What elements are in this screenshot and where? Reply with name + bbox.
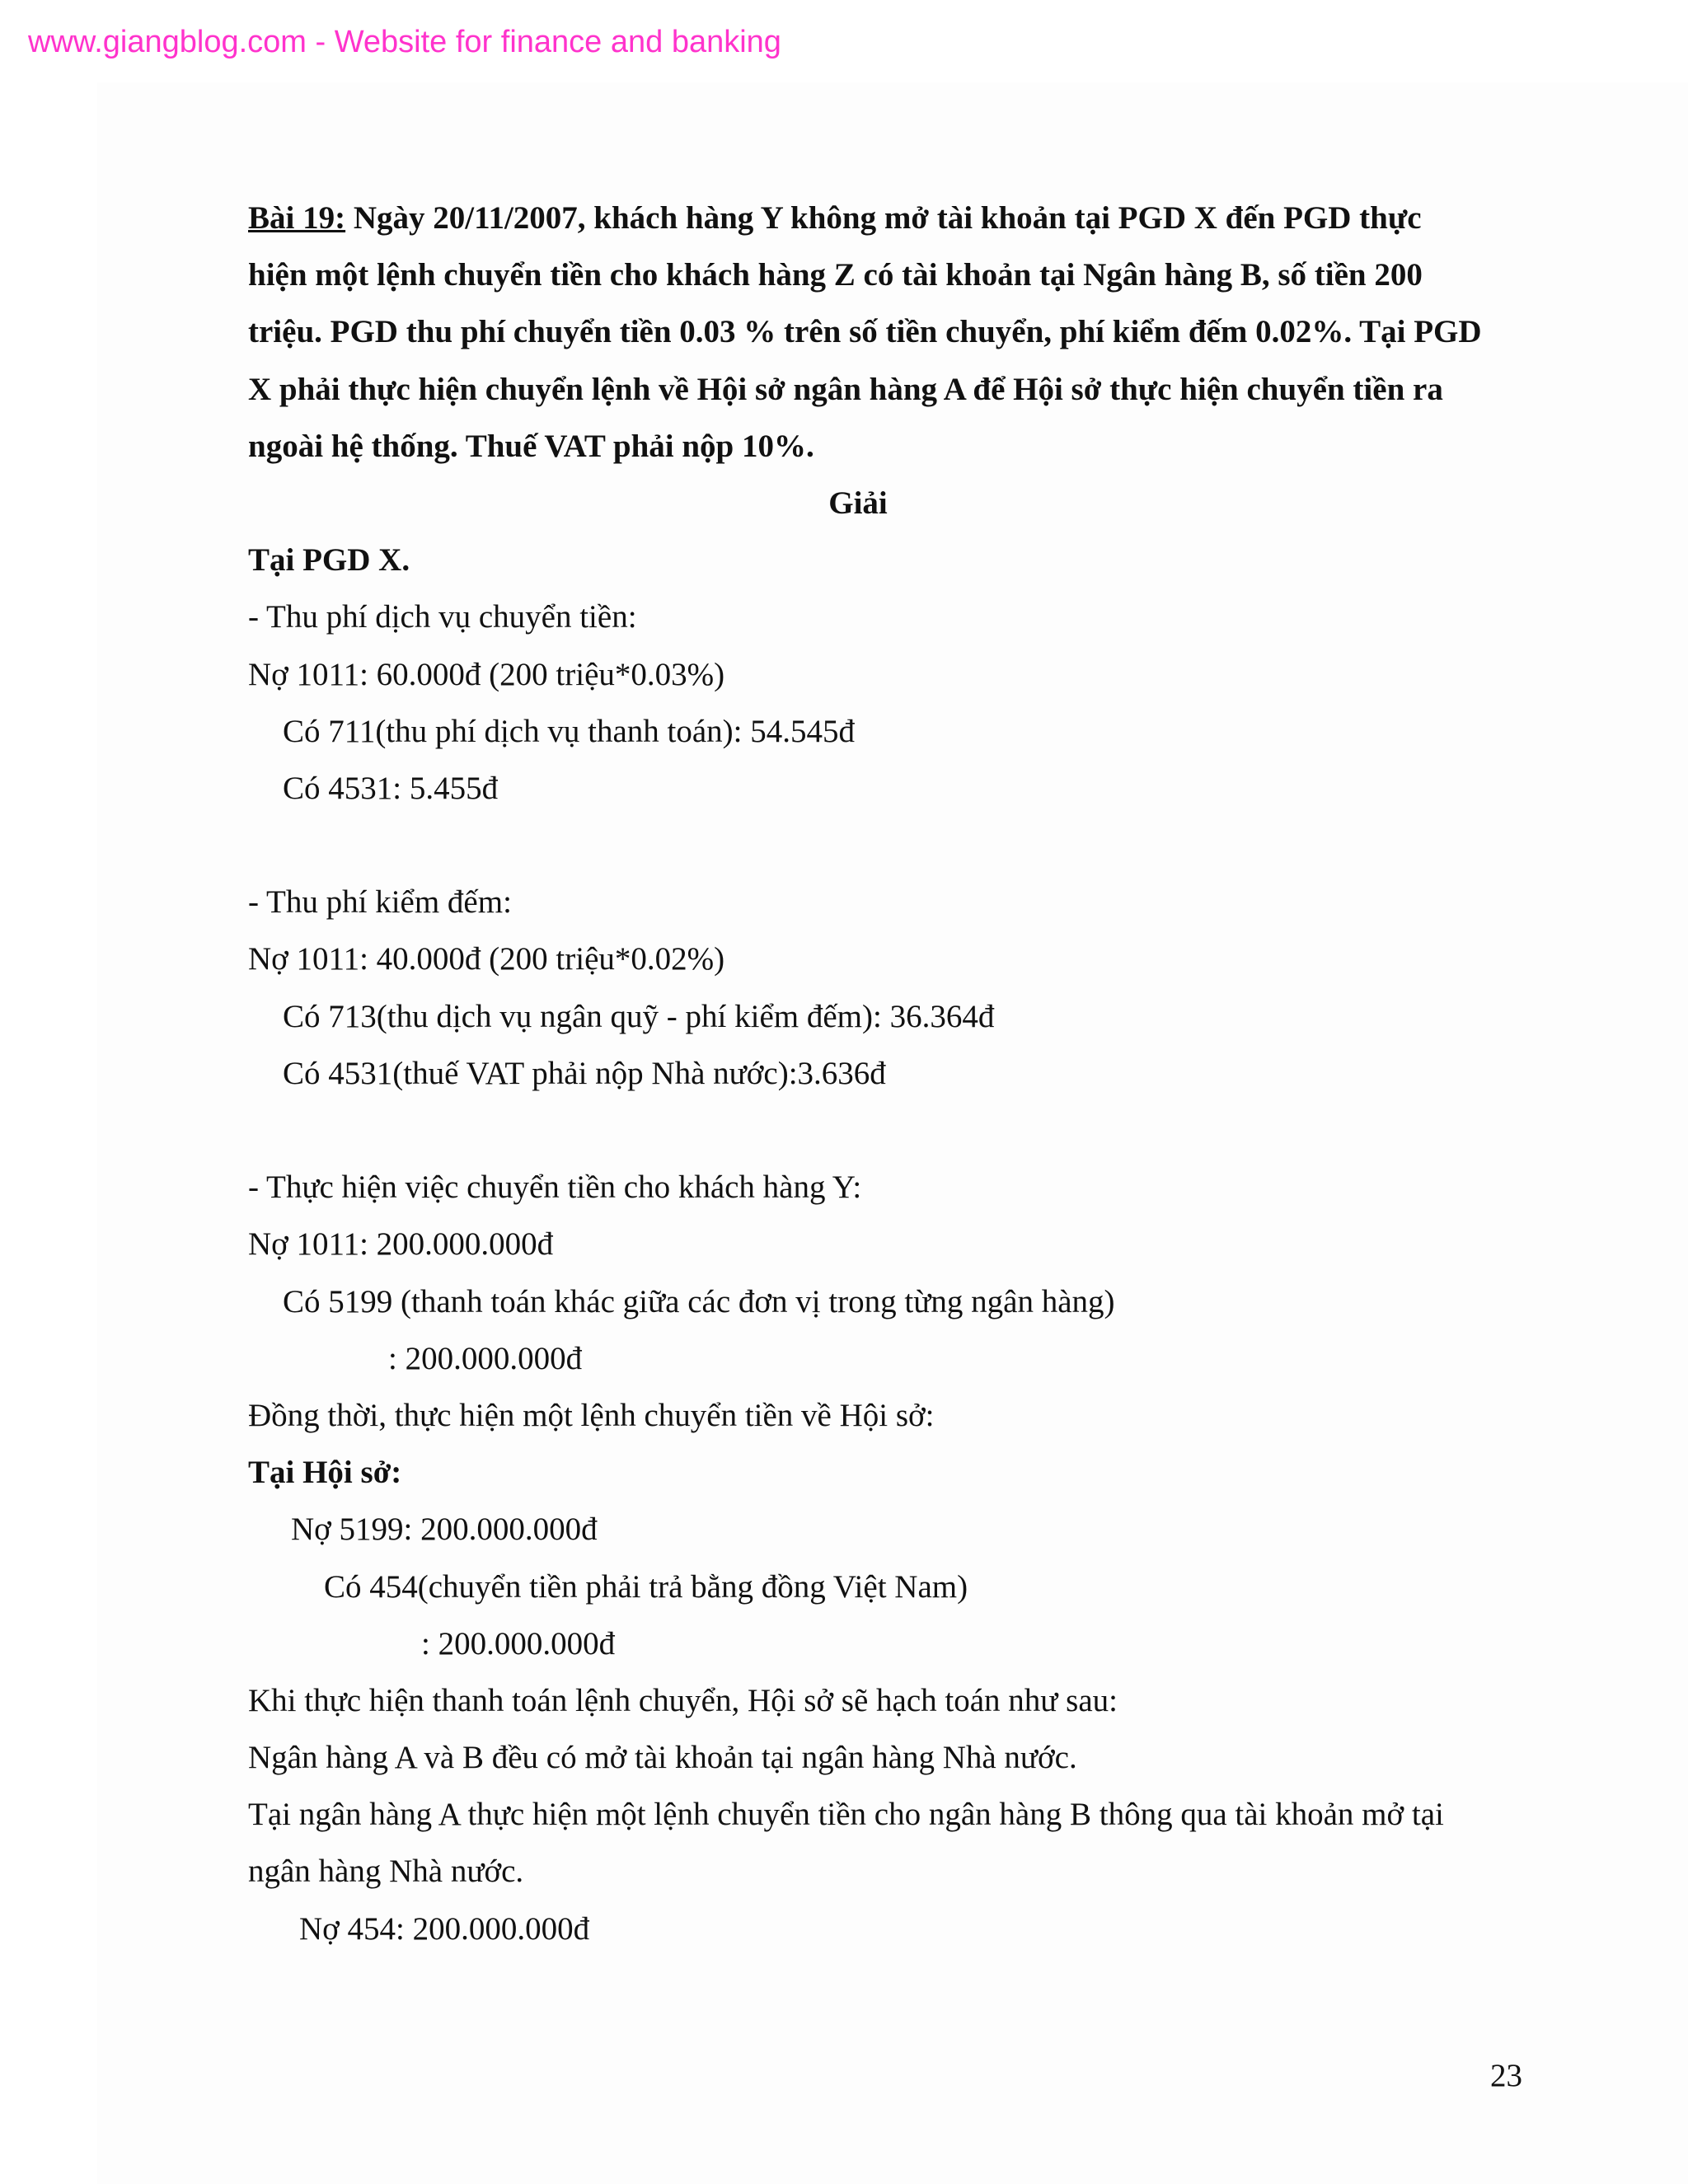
transfer-debit: Nợ 1011: 200.000.000đ	[248, 1226, 554, 1263]
fee-count-heading: - Thu phí kiểm đếm:	[248, 884, 512, 921]
watermark-link[interactable]: www.giangblog.com - Website for finance and banking	[28, 25, 781, 59]
pgd-heading: Tại PGD X.	[248, 542, 410, 579]
problem-line-4: X phải thực hiện chuyển lệnh về Hội sở ngân hàng A để Hội sở thực hiện chuyển tiền ra	[248, 371, 1443, 407]
fee-count-debit: Nợ 1011: 40.000đ (200 triệu*0.02%)	[248, 941, 725, 977]
spacer	[248, 817, 1534, 874]
spacer	[248, 1102, 1534, 1159]
problem-line-3: triệu. PGD thu phí chuyển tiền 0.03 % trên số tiền chuyển, phí kiểm đếm 0.02%. Tại PGD	[248, 314, 1482, 350]
transfer-credit: Có 5199 (thanh toán khác giữa các đơn vị trong từng ngân hàng)	[283, 1283, 1115, 1319]
transfer-amount: : 200.000.000đ	[388, 1340, 583, 1376]
head-office-debit-2: Nợ 454: 200.000.000đ	[299, 1910, 590, 1947]
head-office-line-3: Tại ngân hàng A thực hiện một lệnh chuyển tiền cho ngân hàng B thông qua tài khoản mở tại	[248, 1797, 1444, 1833]
document-body	[248, 190, 1534, 1957]
transfer-note: Đồng thời, thực hiện một lệnh chuyển tiền về Hội sở:	[248, 1397, 935, 1433]
head-office-line-1: Khi thực hiện thanh toán lệnh chuyển, Hội sở sẽ hạch toán như sau:	[248, 1682, 1118, 1718]
fee-count-credit-1: Có 713(thu dịch vụ ngân quỹ - phí kiểm đếm): 36.364đ	[283, 998, 995, 1034]
page-number: 23	[1490, 2058, 1522, 2093]
problem-text-1: Ngày 20/11/2007, khách hàng Y không mở tài khoản tại PGD X đến PGD thực	[345, 200, 1422, 236]
problem-line-1	[248, 190, 1534, 246]
fee-transfer-credit-1: Có 711(thu phí dịch vụ thanh toán): 54.545đ	[283, 713, 855, 749]
head-office-heading: Tại Hội sở:	[248, 1455, 402, 1491]
problem-label: Bài 19:	[248, 200, 346, 236]
head-office-debit: Nợ 5199: 200.000.000đ	[291, 1511, 598, 1548]
solution-title: Giải	[828, 485, 888, 521]
head-office-line-2: Ngân hàng A và B đều có mở tài khoản tại ngân hàng Nhà nước.	[248, 1740, 1077, 1776]
problem-line-5: ngoài hệ thống. Thuế VAT phải nộp 10%.	[248, 428, 814, 464]
fee-count-credit-2: Có 4531(thuế VAT phải nộp Nhà nước):3.636đ	[283, 1055, 886, 1091]
problem-line-2: hiện một lệnh chuyển tiền cho khách hàng Z có tài khoản tại Ngân hàng B, số tiền 200	[248, 257, 1423, 293]
fee-transfer-debit: Nợ 1011: 60.000đ (200 triệu*0.03%)	[248, 656, 725, 692]
head-office-line-4: ngân hàng Nhà nước.	[248, 1854, 524, 1890]
transfer-heading: - Thực hiện việc chuyển tiền cho khách hàng Y:	[248, 1169, 862, 1206]
fee-transfer-credit-2: Có 4531: 5.455đ	[283, 770, 499, 806]
head-office-amount: : 200.000.000đ	[421, 1625, 616, 1661]
fee-transfer-heading: - Thu phí dịch vụ chuyển tiền:	[248, 599, 637, 635]
head-office-credit: Có 454(chuyển tiền phải trả bằng đồng Việt Nam)	[324, 1568, 968, 1605]
